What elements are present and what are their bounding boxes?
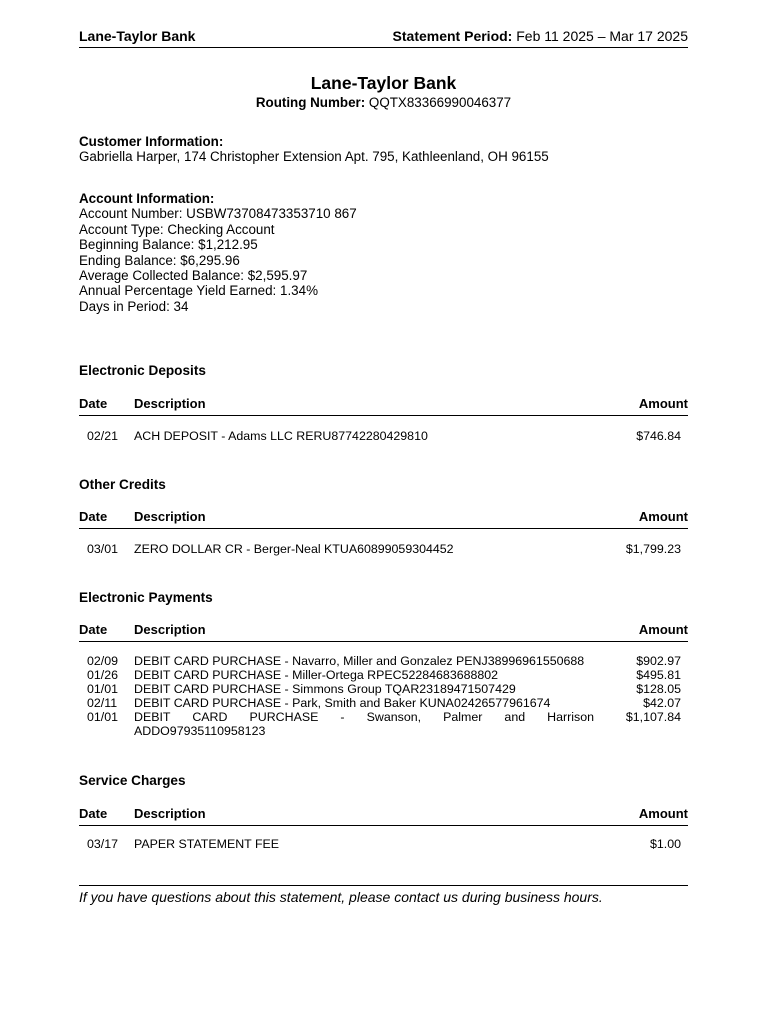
table-row (79, 697, 688, 711)
average-collected-balance: Average Collected Balance: $2,595.97 (79, 268, 308, 284)
row-description: DEBIT CARD PURCHASE - Navarro, Miller and Gonzalez PENJ38996961550688 (134, 654, 585, 668)
row-amount: $746.84 (636, 429, 681, 443)
row-amount: $1,107.84 (625, 709, 681, 724)
row-amount: $42.07 (643, 695, 681, 710)
bank-title: Lane-Taylor Bank (310, 73, 457, 93)
section-title-other-credits: Other Credits (79, 477, 166, 492)
column-header-description: Description (134, 396, 608, 416)
table-row (79, 669, 688, 683)
row-date: 01/01 (87, 709, 119, 724)
row-amount: $902.97 (636, 654, 681, 668)
other-credits-table (79, 509, 688, 557)
row-description: PAPER STATEMENT FEE (134, 837, 280, 851)
table-row (79, 683, 688, 697)
row-date: 02/11 (87, 695, 118, 710)
account-heading: Account Information: (79, 191, 215, 206)
routing-value: QQTX83366990046377 (368, 95, 512, 110)
table-header-row (79, 509, 688, 529)
days-in-period: Days in Period: 34 (79, 298, 189, 314)
customer-heading: Customer Information: (79, 134, 224, 149)
account-type: Account Type: Checking Account (79, 221, 275, 237)
column-header-date: Date (79, 622, 134, 642)
electronic-payments-table (79, 622, 688, 738)
statement-period-label: Statement Period: (392, 28, 513, 44)
contact-footer-note: If you have questions about this statement, please contact us during business hours. (79, 885, 688, 906)
table-header-row (79, 622, 688, 642)
section-title-electronic-payments: Electronic Payments (79, 590, 213, 605)
customer-details: Gabriella Harper, 174 Christopher Extension Apt. 795, Kathleenland, OH 96155 (79, 149, 549, 165)
column-header-amount: Amount (608, 396, 688, 416)
row-description: DEBIT CARD PURCHASE - Park, Smith and Baker KUNA02426577961674 (134, 695, 551, 710)
table-row (79, 655, 688, 669)
row-date: 03/17 (87, 837, 119, 851)
row-amount: $128.05 (636, 681, 681, 696)
row-description: ACH DEPOSIT - Adams LLC RERU87742280429810 (134, 429, 428, 443)
table-row (79, 711, 688, 739)
routing-label: Routing Number: (255, 95, 366, 110)
account-information (79, 191, 688, 314)
section-title-service-charges: Service Charges (79, 773, 186, 788)
table-header-row (79, 806, 688, 826)
row-date: 03/01 (87, 542, 119, 556)
table-row (79, 430, 688, 444)
service-charges-table (79, 806, 688, 852)
statement-period (393, 27, 688, 47)
row-date: 02/09 (87, 654, 119, 668)
column-header-amount: Amount (608, 806, 688, 826)
column-header-date: Date (79, 396, 134, 416)
routing-number (79, 94, 688, 111)
account-number: Account Number: USBW73708473353710 867 (79, 206, 357, 222)
column-header-description: Description (134, 509, 608, 529)
row-date: 02/21 (87, 429, 119, 443)
column-header-description: Description (134, 806, 608, 826)
customer-information (79, 134, 688, 165)
column-header-amount: Amount (608, 509, 688, 529)
column-header-amount: Amount (608, 622, 688, 642)
statement-header-bar (79, 27, 688, 48)
row-date: 01/01 (87, 681, 119, 696)
row-description: DEBIT CARD PURCHASE - Swanson, Palmer and Harrison ADDO97935110958123 (134, 709, 594, 738)
row-amount: $495.81 (636, 667, 681, 682)
row-description: DEBIT CARD PURCHASE - Miller-Ortega RPEC52284683688802 (134, 667, 499, 682)
column-header-description: Description (134, 622, 608, 642)
header-bank-name: Lane-Taylor Bank (79, 28, 196, 44)
beginning-balance: Beginning Balance: $1,212.95 (79, 237, 258, 253)
annual-percentage-yield: Annual Percentage Yield Earned: 1.34% (79, 283, 318, 299)
ending-balance: Ending Balance: $6,295.96 (79, 252, 240, 268)
table-row (79, 838, 688, 852)
row-amount: $1.00 (649, 837, 681, 851)
section-title-electronic-deposits: Electronic Deposits (79, 363, 206, 378)
table-header-row (79, 396, 688, 416)
row-amount: $1,799.23 (625, 542, 681, 556)
row-date: 01/26 (87, 667, 119, 682)
column-header-date: Date (79, 806, 134, 826)
column-header-date: Date (79, 509, 134, 529)
statement-period-value: Feb 11 2025 – Mar 17 2025 (516, 28, 688, 44)
row-description: DEBIT CARD PURCHASE - Simmons Group TQAR23189471507429 (134, 681, 516, 696)
electronic-deposits-table (79, 396, 688, 444)
bank-block (79, 72, 688, 111)
row-description: ZERO DOLLAR CR - Berger-Neal KTUA60899059304452 (134, 542, 454, 556)
table-row (79, 543, 688, 557)
